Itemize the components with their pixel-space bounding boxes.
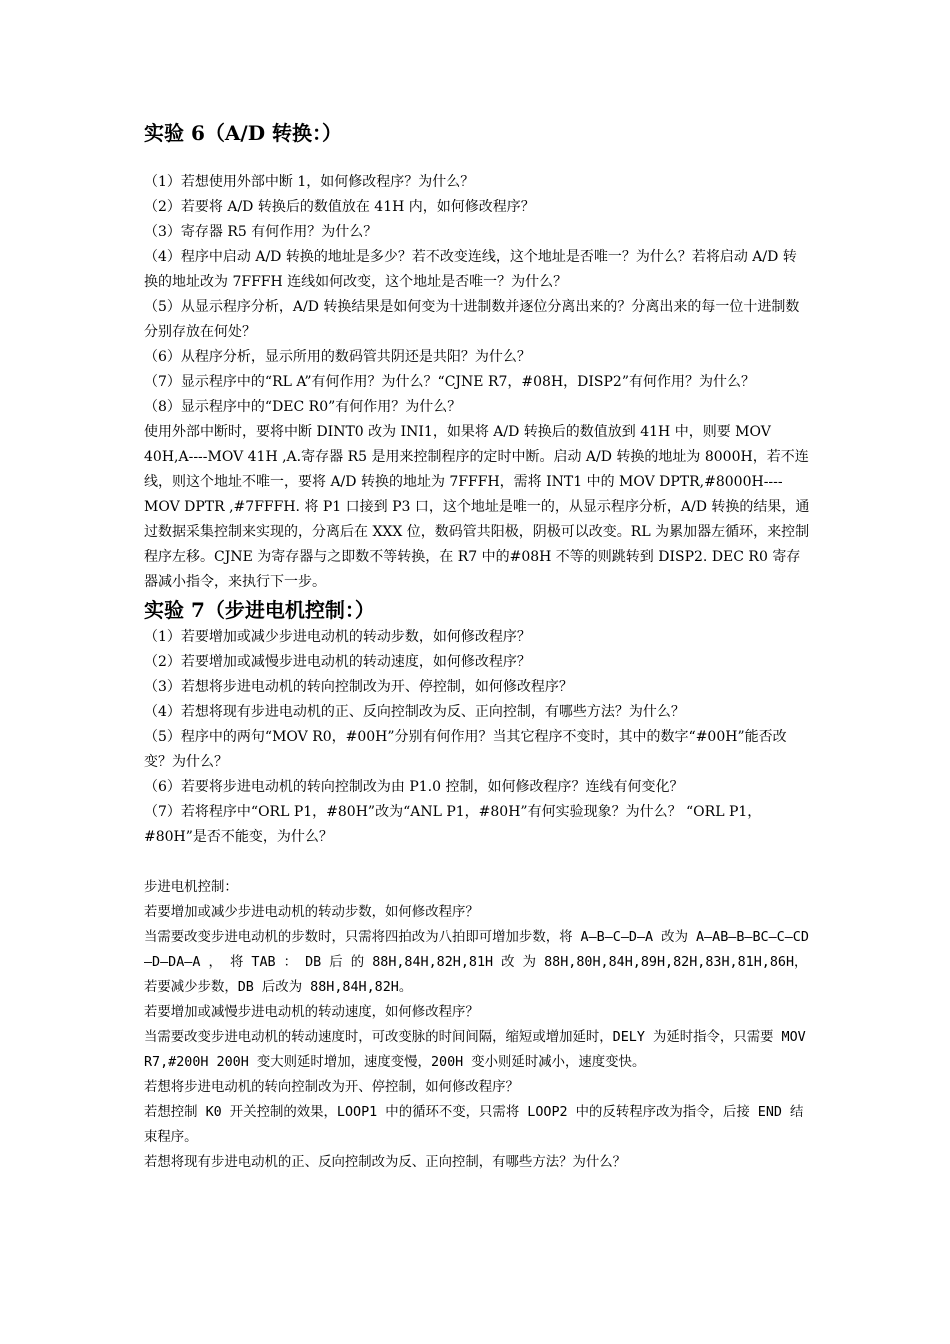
document-page (144, 118, 810, 1175)
exp7-question-3: （3）若想将步进电动机的转向控制改为开、停控制，如何修改程序？ (144, 679, 573, 695)
exp6-question-6: （6）从程序分析，显示所用的数码管共阴还是共阳？为什么？ (144, 349, 531, 365)
notes-question-2: 若要增加或减慢步进电动机的转动速度，如何修改程序？ (144, 1005, 479, 1020)
notes-question-1: 若要增加或减少步进电动机的转动步数，如何修改程序？ (144, 905, 479, 920)
experiment-7-title: 实验 7（步进电机控制：） (144, 598, 375, 622)
exp6-question-4: （4）程序中启动 A/D 转换的地址是多少？若不改变连线，这个地址是否唯一？为什么？若将启动 A/D 转换的地址改为 7FFFH 连线如何改变，这个地址是否唯一？为什么？ (144, 249, 797, 290)
exp7-question-2: （2）若要增加或减慢步进电动机的转动速度，如何修改程序？ (144, 654, 531, 670)
experiment-6-title: 实验 6（A/D 转换：） (144, 121, 343, 145)
notes-answer-3: 若想控制 K0 开关控制的效果，LOOP1 中的循环不变，只需将 LOOP2 中的反转程序改为指令，后接 END 结束程序。 (144, 1105, 804, 1145)
exp7-question-5: （5）程序中的两句“MOV R0，#00H”分别有何作用？当其它程序不变时，其中的数字“#00H”能否改变？为什么？ (144, 729, 787, 770)
exp7-question-1: （1）若要增加或减少步进电动机的转动步数，如何修改程序？ (144, 629, 531, 645)
exp6-question-7: （7）显示程序中的“RL A”有何作用？为什么？“CJNE R7，#08H，DISP2”有何作用？为什么？ (144, 374, 755, 390)
exp6-question-8: （8）显示程序中的“DEC R0”有何作用？为什么？ (144, 399, 462, 415)
notes-question-4: 若想将现有步进电动机的正、反向控制改为反、正向控制，有哪些方法？为什么？ (144, 1155, 627, 1170)
exp7-question-6: （6）若要将步进电动机的转向控制改为由 P1.0 控制，如何修改程序？连线有何变化？ (144, 779, 684, 795)
notes-answer-1: 当需要改变步进电动机的步数时，只需将四拍改为八拍即可增加步数，将 A—B—C—D—A 改为 A—AB—B—BC—C—CD—D—DA—A ， 将 TAB ： DB 后 的 88H,84H,82H,81H 改 为 88H,80H,84H,89H,82H,83H,81H,86H，若要减少步数，DB 后改为 88H,84H,82H。 (144, 930, 809, 995)
notes-heading: 步进电机控制： (144, 880, 238, 895)
exp7-question-7: （7）若将程序中“ORL P1，#80H”改为“ANL P1，#80H”有何实验现象？为什么？ “ORL P1，#80H”是否不能变，为什么？ (144, 804, 762, 845)
exp6-question-3: （3）寄存器 R5 有何作用？为什么？ (144, 224, 378, 240)
exp6-question-2: （2）若要将 A/D 转换后的数值放在 41H 内，如何修改程序？ (144, 199, 535, 215)
exp7-question-4: （4）若想将现有步进电动机的正、反向控制改为反、正向控制，有哪些方法？为什么？ (144, 704, 685, 720)
notes-question-3: 若想将步进电动机的转向控制改为开、停控制，如何修改程序？ (144, 1080, 519, 1095)
exp6-question-1: （1）若想使用外部中断 1，如何修改程序？为什么？ (144, 174, 475, 190)
exp6-answer: 使用外部中断时，要将中断 DINT0 改为 INI1，如果将 A/D 转换后的数值放到 41H 中，则要 MOV 40H,A----MOV 41H ,A.寄存器 R5 是用来控制程序的定时中断。启动 A/D 转换的地址为 8000H，若不连线，则这个地址不唯一，要将 A/D 转换的地址为 7FFFH，需将 INT1 中的 MOV DPTR,#8000H----MOV DPTR ,#7FFFH. 将 P1 口接到 P3 口，这个地址是唯一的，从显示程序分析，A/D 转换的结果，通过数据采集控制来实现的，分离后在 XXX 位，数码管共阳极，阴极可以改变。RL 为累加器左循环，来控制程序左移。CJNE 为寄存器与之即数不等转换，在 R7 中的#08H 不等的则跳转到 DISP2. DEC R0 寄存器减小指令，来执行下一步。 (144, 424, 810, 590)
notes-answer-2: 当需要改变步进电动机的转动速度时，可改变脉的时间间隔，缩短或增加延时，DELY 为延时指令，只需要 MOV R7,#200H 200H 变大则延时增加，速度变慢，200H 变小则延时减小，速度变快。 (144, 1030, 806, 1070)
exp6-question-5: （5）从显示程序分析，A/D 转换结果是如何变为十进制数并逐位分离出来的？分离出来的每一位十进制数分别存放在何处？ (144, 299, 800, 340)
blank-line (144, 850, 810, 875)
